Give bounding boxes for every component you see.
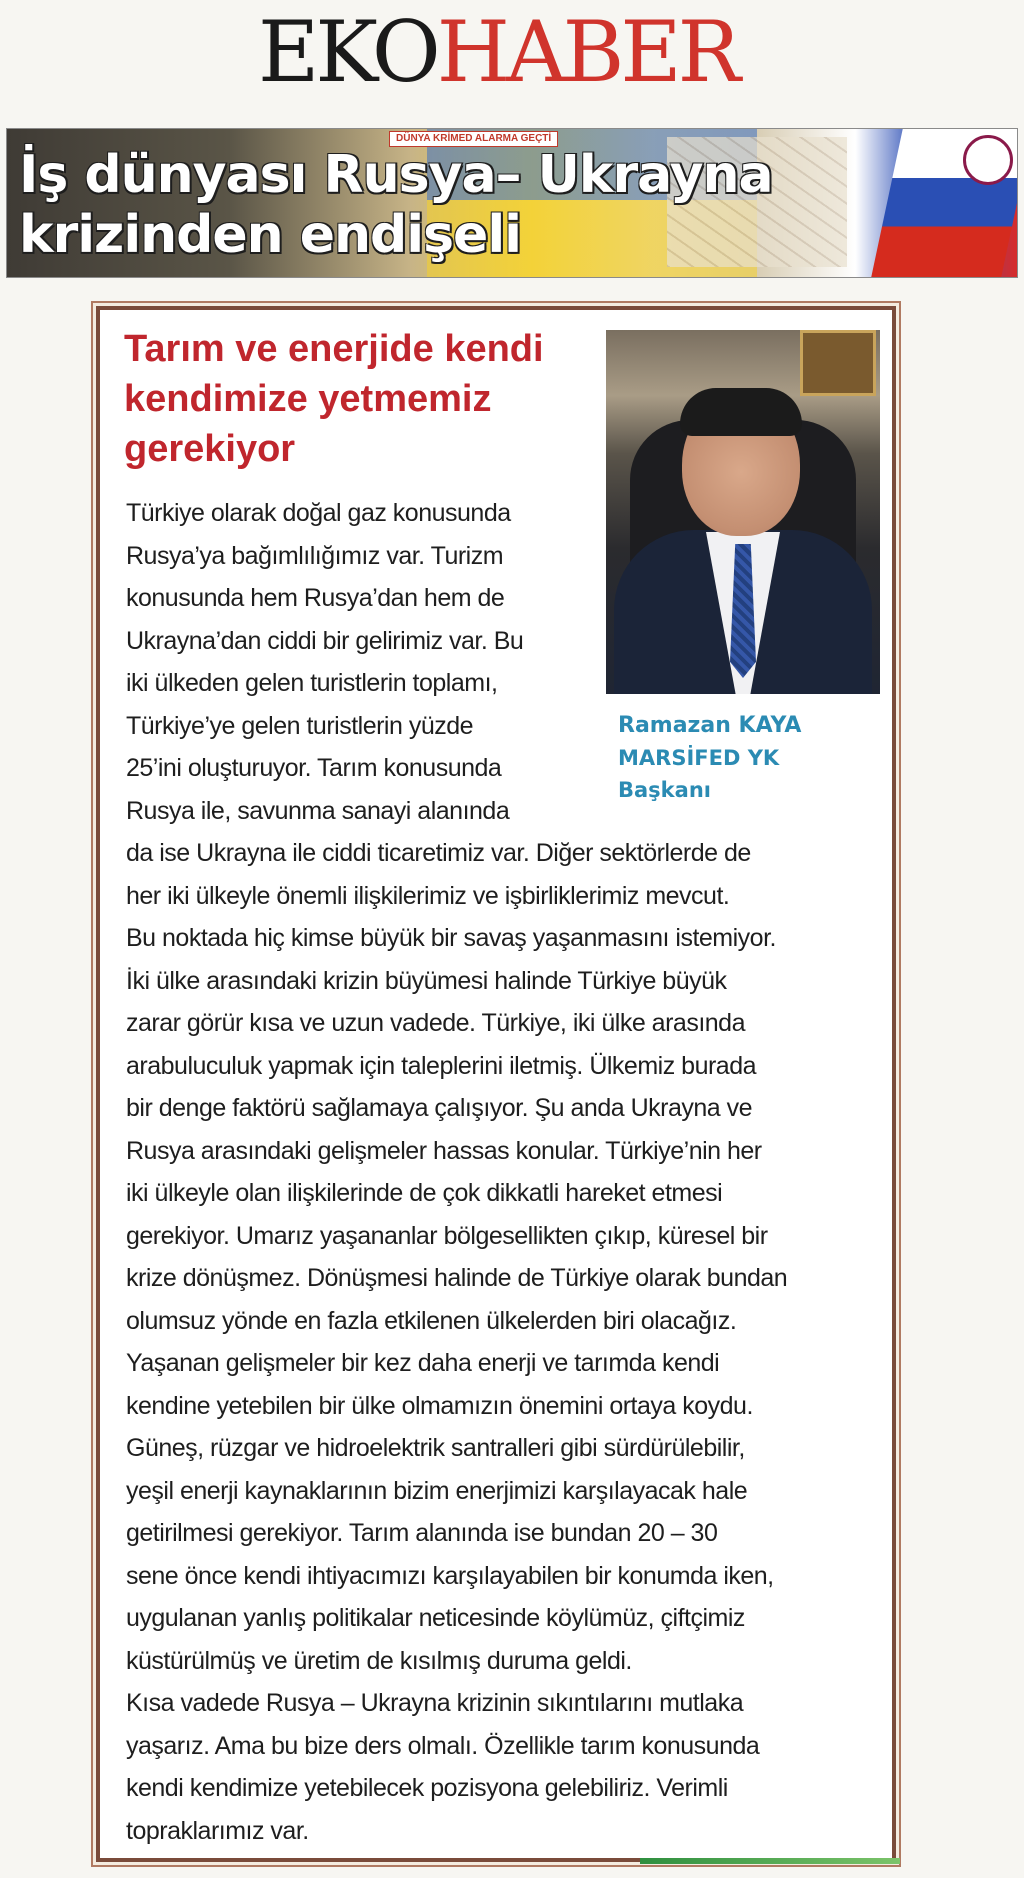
body-line: getirilmesi gerekiyor. Tarım alanında ise bundan 20 – 30 (126, 1519, 718, 1547)
body-line: iki ülkeden gelen turistlerin toplamı, (126, 669, 498, 697)
body-line: yeşil enerji kaynaklarının bizim enerjimizi karşılayacak hale (126, 1476, 748, 1505)
body-line: Rusya’ya bağımlılığımız var. Turizm (126, 541, 504, 570)
masthead (0, 0, 1024, 118)
body-line: zarar görür kısa ve uzun vadede. Türkiye, iki ülke arasında (126, 1009, 745, 1037)
logo-eko: EKO (258, 3, 437, 101)
body-line: İki ülke arasındaki krizin büyümesi halinde Türkiye büyük (126, 966, 727, 995)
body-line: Yaşanan gelişmeler bir kez daha enerji ve tarımda kendi (126, 1349, 720, 1377)
logo-haber: HABER (436, 3, 737, 101)
body-line: krize dönüşmez. Dönüşmesi halinde de Türkiye olarak bundan (126, 1264, 788, 1292)
author-role: Başkanı (618, 778, 711, 802)
body-line: Türkiye olarak doğal gaz konusunda (126, 499, 511, 527)
body-line: arabuluculuk yapmak için taleplerini iletmiş. Ülkemiz burada (126, 1051, 757, 1080)
body-line: Rusya arasındaki gelişmeler hassas konular. Türkiye’nin her (126, 1136, 762, 1165)
banner-headline (19, 145, 779, 265)
body-line: yaşarız. Ama bu bize ders olmalı. Özellikle tarım konusunda (126, 1731, 760, 1760)
ekohaber-logo (258, 4, 737, 100)
body-line: küstürülmüş ve üretim de kısılmış duruma geldi. (126, 1646, 632, 1675)
wall-frame (800, 330, 876, 396)
body-line: uygulanan yanlış politikalar neticesinde köylümüz, çiftçimiz (126, 1604, 745, 1632)
headline-line-1: İş dünyası Rusya– Ukrayna (19, 145, 773, 205)
article-body (126, 492, 787, 1852)
headline-line-2: krizinden endişeli (19, 205, 521, 265)
body-line: topraklarımız var. (126, 1816, 309, 1845)
body-line: Türkiye’ye gelen turistlerin yüzde (126, 711, 474, 740)
author-name: Ramazan KAYA (618, 713, 802, 738)
hair (680, 388, 802, 436)
body-line: Bu noktada hiç kimse büyük bir savaş yaşanmasını istemiyor. (126, 924, 776, 952)
body-line: kendi kendimize yetebilecek pozisyona gelebiliriz. Verimli (126, 1774, 728, 1802)
body-line: kendine yetebilen bir ülke olmamızın önemini ortaya koydu. (126, 1391, 753, 1420)
body-line: bir denge faktörü sağlamaya çalışıyor. Şu anda Ukrayna ve (126, 1094, 753, 1122)
author-org: MARSİFED YK (618, 746, 780, 770)
body-line: gerekiyor. Umarız yaşananlar bölgesellikten çıkıp, küresel bir (126, 1221, 768, 1250)
body-line: da ise Ukrayna ile ciddi ticaretimiz var. Diğer sektörlerde de (126, 839, 751, 867)
body-line: Kısa vadede Rusya – Ukrayna krizinin sıkıntılarını mutlaka (126, 1689, 744, 1717)
body-line: 25’ini oluşturuyor. Tarım konusunda (126, 754, 502, 782)
headline-banner (6, 128, 1018, 278)
body-line: sene önce kendi ihtiyacımızı karşılayabilen bir konumda iken, (126, 1561, 774, 1590)
article-title: Tarım ve enerjide kendi kendimize yetmemiz gerekiyor (124, 328, 544, 470)
body-line: Güneş, rüzgar ve hidroelektrik santralleri gibi sürdürülebilir, (126, 1434, 745, 1462)
emblem-badge-icon (963, 135, 1013, 185)
body-line: iki ülkeyle olan ilişkilerinde de çok dikkatli hareket etmesi (126, 1179, 723, 1207)
body-line: konusunda hem Rusya’dan hem de (126, 584, 505, 612)
body-line: olumsuz yönde en fazla etkilenen ülkelerden biri olacağız. (126, 1306, 737, 1335)
body-line: Rusya ile, savunma sanayi alanında (126, 796, 510, 825)
body-line: her iki ülkeyle önemli ilişkilerimiz ve işbirliklerimiz mevcut. (126, 881, 730, 910)
body-line: Ukrayna’dan ciddi bir gelirimiz var. Bu (126, 626, 524, 655)
banner-kicker: DÜNYA KRİMED ALARMA GEÇTİ (389, 131, 558, 147)
footer-accent-bar (640, 1858, 900, 1864)
